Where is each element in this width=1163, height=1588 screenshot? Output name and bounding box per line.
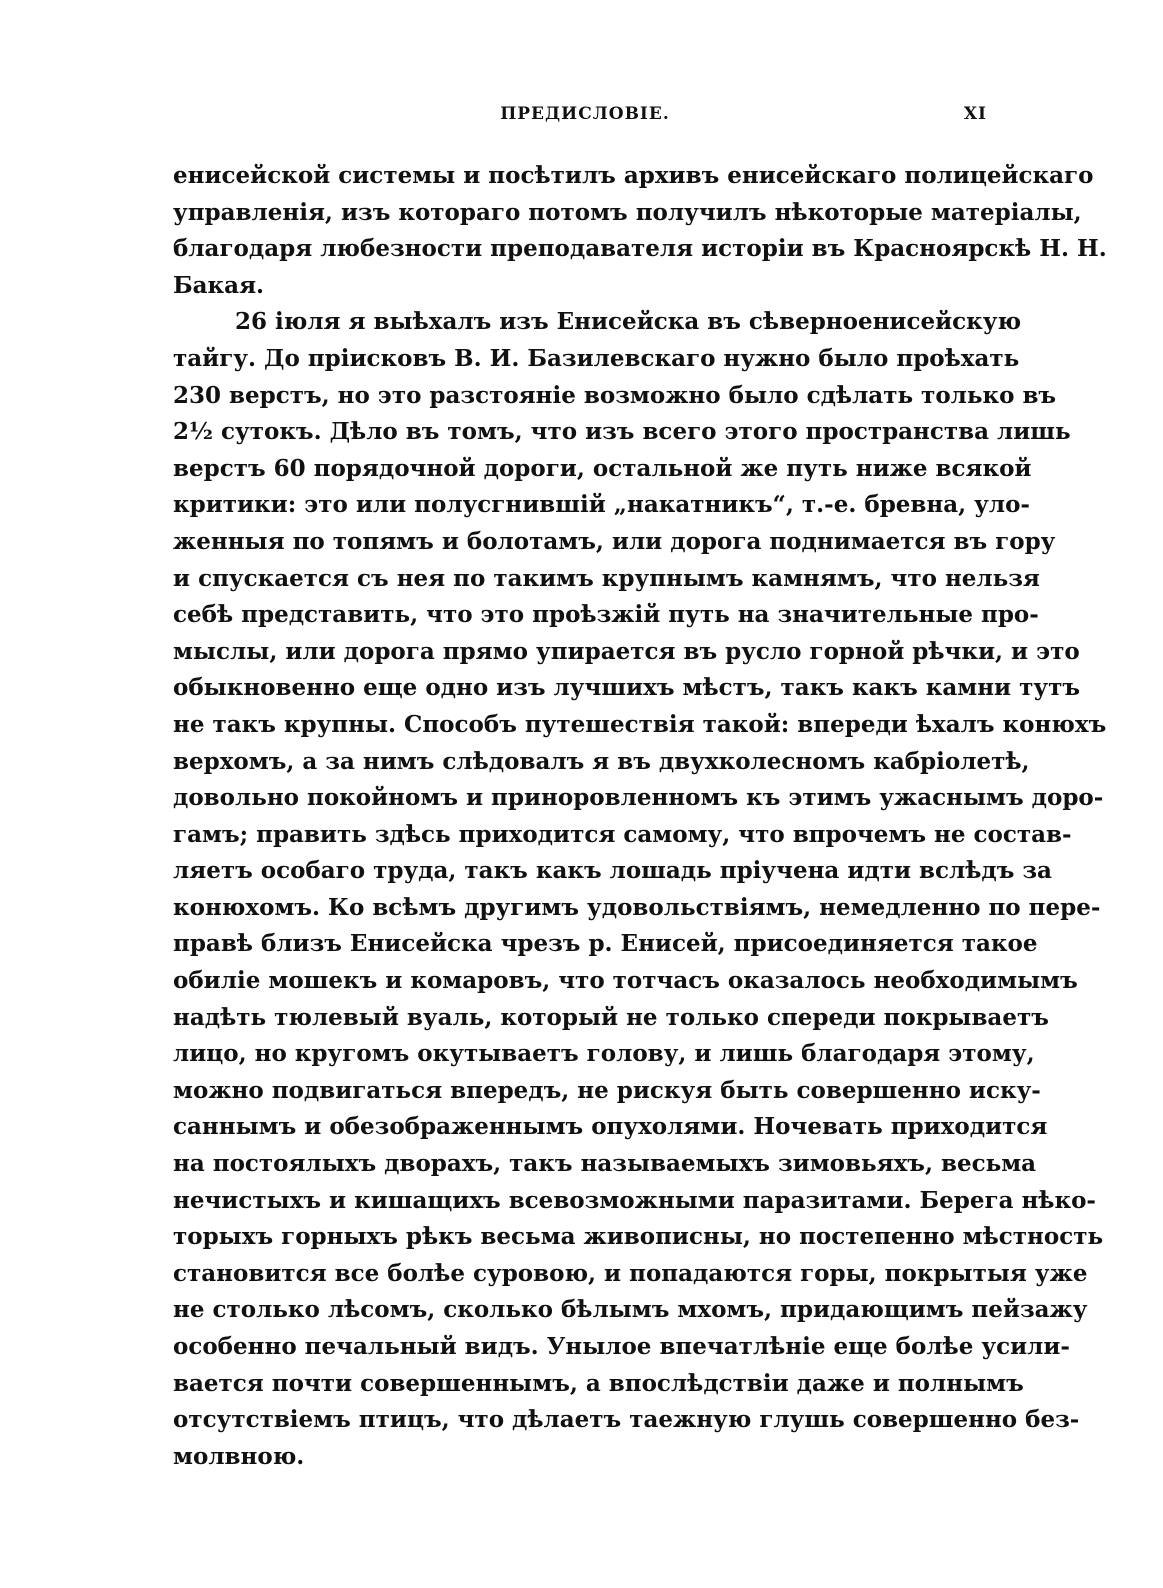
text-line: правѣ близъ Енисейска чрезъ р. Енисей, присоединяется такое xyxy=(173,930,1038,958)
running-title: ПРЕДИСЛОВІЕ. xyxy=(500,104,670,124)
text-line: нечистыхъ и кишащихъ всевозможными паразитами. Берега нѣко- xyxy=(173,1186,1096,1214)
text-line: на постоялыхъ дворахъ, такъ называемыхъ зимовьяхъ, весьма xyxy=(173,1150,1037,1178)
paragraph-1 xyxy=(173,158,1107,304)
text-line: вается почти совершеннымъ, а впослѣдствіи даже и полнымъ xyxy=(173,1369,1024,1397)
text-line: гамъ; править здѣсь приходится самому, что впрочемъ не состав- xyxy=(173,820,1072,848)
text-line: Бакая. xyxy=(173,271,265,299)
text-line: не такъ крупны. Способъ путешествія такой: впереди ѣхалъ конюхъ xyxy=(173,710,1107,738)
paragraph-2 xyxy=(173,304,1107,1475)
text-line: молвною. xyxy=(173,1442,305,1470)
page-number: XI xyxy=(963,104,987,124)
text-line: 2½ сутокъ. Дѣло въ томъ, что изъ всего этого пространства лишь xyxy=(173,418,1071,446)
text-line: обыкновенно еще одно изъ лучшихъ мѣстъ, такъ какъ камни тутъ xyxy=(173,674,1080,702)
text-line: обиліе мошекъ и комаровъ, что тотчасъ оказалось необходимымъ xyxy=(173,967,1078,995)
text-line: управленія, изъ котораго потомъ получилъ нѣкоторые матеріалы, xyxy=(173,198,1082,226)
text-line: отсутствіемъ птицъ, что дѣлаетъ таежную глушь совершенно без- xyxy=(173,1406,1080,1434)
text-line: лицо, но кругомъ окутываетъ голову, и лишь благодаря этому, xyxy=(173,1040,1035,1068)
text-line: енисейской системы и посѣтилъ архивъ енисейскаго полицейскаго xyxy=(173,162,1094,189)
text-line: мыслы, или дорога прямо упирается въ русло горной рѣчки, и это xyxy=(173,637,1080,665)
text-line: особенно печальный видъ. Унылое впечатлѣніе еще болѣе усили- xyxy=(173,1333,1070,1360)
text-line: саннымъ и обезображеннымъ опухолями. Ночевать приходится xyxy=(173,1113,1048,1141)
page-header xyxy=(175,104,995,134)
text-line: довольно покойномъ и приноровленномъ къ этимъ ужаснымъ доро- xyxy=(173,784,1104,812)
text-line: ляетъ особаго труда, такъ какъ лошадь пріучена идти вслѣдъ за xyxy=(173,857,1052,885)
text-line: себѣ представить, что это проѣзжій путь на значительные про- xyxy=(173,601,1039,629)
text-line: верхомъ, а за нимъ слѣдовалъ я въ двухколесномъ кабріолетѣ, xyxy=(173,747,1030,775)
text-line: благодаря любезности преподавателя исторіи въ Красноярскѣ Н. Н. xyxy=(173,235,1107,263)
text-line: конюхомъ. Ко всѣмъ другимъ удовольствіямъ, немедленно по пере- xyxy=(173,893,1101,921)
text-line: торыхъ горныхъ рѣкъ весьма живописны, но постепенно мѣстность xyxy=(173,1223,1104,1251)
text-line: и спускается съ нея по такимъ крупнымъ камнямъ, что нельзя xyxy=(173,564,1040,592)
text-line: критики: это или полусгнившій „накатникъ“, т.-е. бревна, уло- xyxy=(173,491,1030,519)
text-line: женныя по топямъ и болотамъ, или дорога поднимается въ гору xyxy=(173,527,1056,555)
text-line: не столько лѣсомъ, сколько бѣлымъ мхомъ, придающимъ пейзажу xyxy=(173,1296,1088,1324)
text-line: 230 верстъ, но это разстояніе возможно было сдѣлать только въ xyxy=(173,381,1057,409)
text-line: становится все болѣе суровою, и попадаются горы, покрытыя уже xyxy=(173,1259,1088,1287)
text-line: тайгу. До пріисковъ В. И. Базилевскаго нужно было проѣхать xyxy=(173,344,1020,372)
body-text xyxy=(173,158,1107,1475)
text-line: 26 іюля я выѣхалъ изъ Енисейска въ сѣверноенисейскую xyxy=(235,308,1022,336)
text-line: надѣть тюлевый вуаль, который не только спереди покрываетъ xyxy=(173,1003,1049,1031)
text-line: верстъ 60 порядочной дороги, остальной же путь ниже всякой xyxy=(173,454,1032,482)
text-line: можно подвигаться впередъ, не рискуя быть совершенно иску- xyxy=(173,1076,1041,1104)
